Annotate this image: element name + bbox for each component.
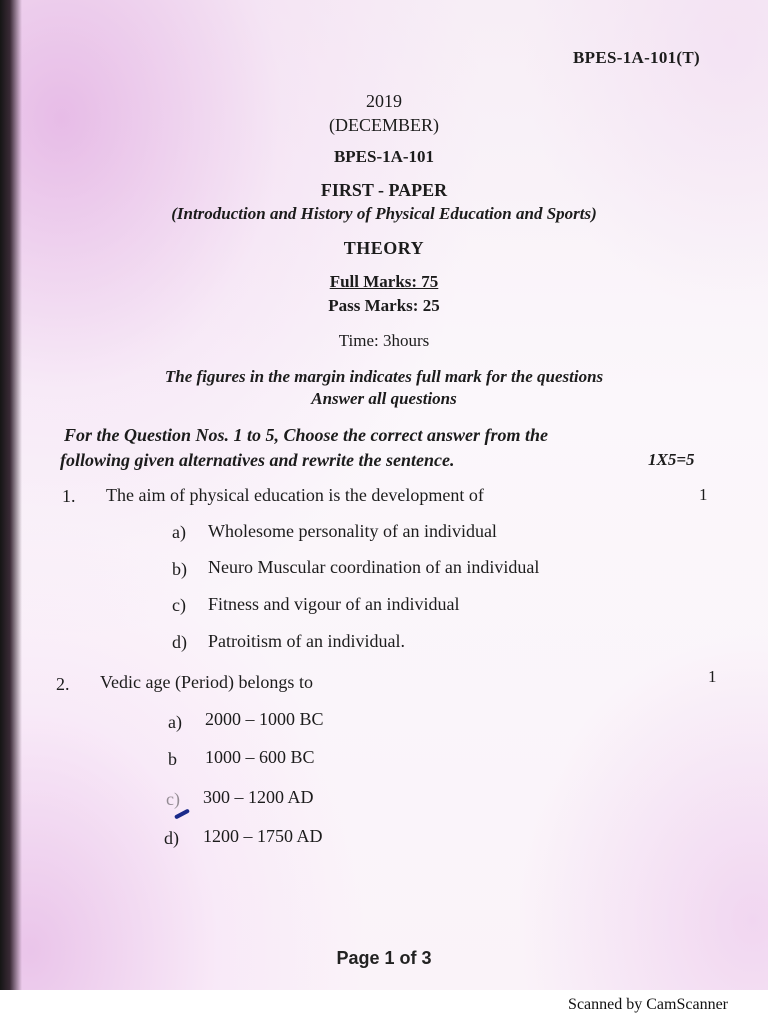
option-text: Fitness and vigour of an individual: [208, 594, 460, 614]
instruction-choose-line1: For the Question Nos. 1 to 5, Choose the correct answer from the: [64, 425, 549, 445]
page-number: Page 1 of 3: [336, 948, 432, 968]
question-marks: 1: [708, 667, 717, 686]
option-text: 1200 – 1750 AD: [203, 826, 323, 846]
option-text: 300 – 1200 AD: [203, 787, 314, 807]
full-marks: [0, 272, 768, 292]
scanner-watermark: Scanned by CamScanner: [568, 996, 728, 1013]
instruction-answer-all: Answer all questions: [311, 389, 457, 408]
option-letter: d): [164, 828, 179, 848]
option-letter: d): [172, 632, 187, 652]
option-letter: b: [168, 749, 177, 769]
option-letter: a): [172, 522, 186, 542]
paper-subtitle: (Introduction and History of Physical Education and Sports): [171, 204, 597, 223]
section-theory: THEORY: [343, 238, 425, 258]
question-marks: 1: [699, 485, 708, 504]
pen-tick-mark: [174, 808, 190, 819]
option-text: 1000 – 600 BC: [205, 747, 315, 767]
exam-time: Time: 3hours: [338, 331, 430, 350]
option-letter: a): [168, 712, 182, 732]
full-marks-text: Full Marks: 75: [329, 272, 439, 291]
question-text: Vedic age (Period) belongs to: [100, 672, 313, 692]
option-text: Neuro Muscular coordination of an individual: [208, 557, 540, 577]
pass-marks: Pass Marks: 25: [328, 296, 440, 315]
question-number: 1.: [62, 486, 76, 506]
exam-year: 2019: [366, 91, 402, 111]
option-letter: c): [166, 789, 180, 809]
question-number: 2.: [56, 674, 70, 694]
option-text: Patroitism of an individual.: [208, 631, 405, 651]
option-letter: c): [172, 595, 186, 615]
option-text: Wholesome personality of an individual: [208, 521, 497, 541]
instruction-choose-line2: following given alternatives and rewrite the sentence.: [60, 450, 455, 470]
paper-code-top: BPES-1A-101(T): [573, 48, 700, 67]
exam-month: (DECEMBER): [329, 115, 439, 135]
question-text: The aim of physical education is the development of: [106, 485, 484, 505]
option-letter: b): [172, 559, 187, 579]
option-text: 2000 – 1000 BC: [205, 709, 324, 729]
paper-title: FIRST - PAPER: [320, 180, 448, 200]
instruction-choose-marks: 1X5=5: [648, 450, 695, 469]
instruction-margin: The figures in the margin indicates full mark for the questions: [164, 367, 604, 386]
paper-code: BPES-1A-101: [333, 147, 435, 166]
